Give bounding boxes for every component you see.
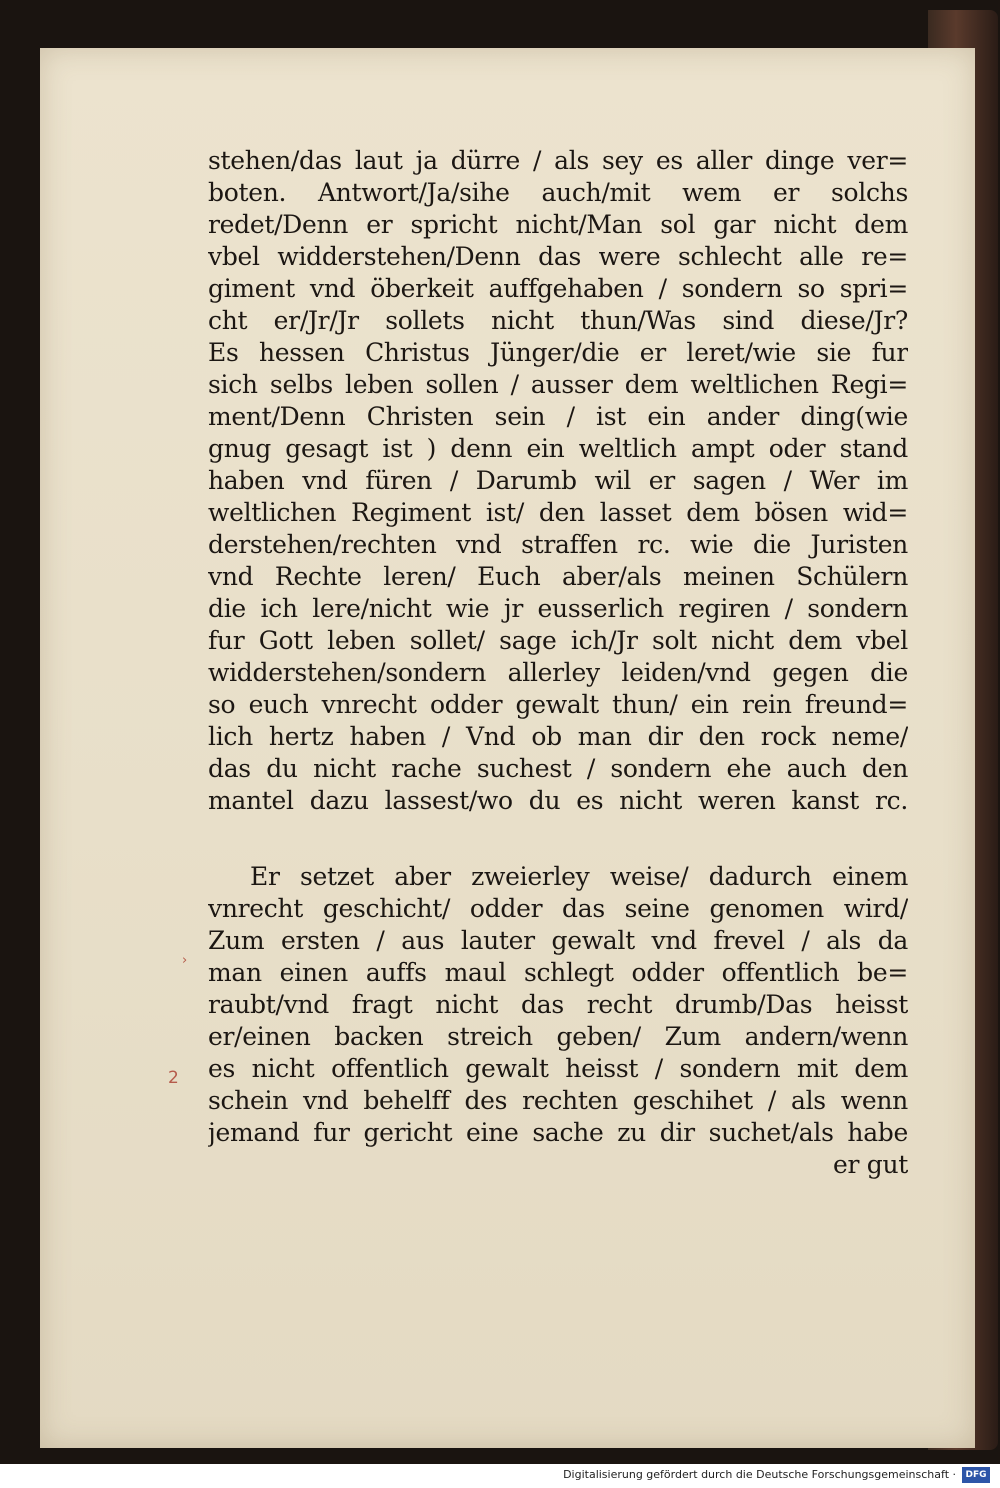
- catchword: er gut: [832, 1150, 908, 1179]
- dfg-logo: DFG: [962, 1467, 990, 1483]
- text-line: lich hertz haben / Vnd ob man dir den rock neme/: [208, 722, 908, 751]
- text-block: [208, 145, 908, 1181]
- text-line: weltlichen Regiment ist/ den lasset dem bösen wid=: [208, 498, 908, 527]
- text-line: ment/Denn Christen sein / ist ein ander ding(wie: [208, 402, 908, 431]
- text-line: so euch vnrecht odder gewalt thun/ ein rein freund=: [208, 690, 908, 719]
- text-line: giment vnd öberkeit auffgehaben / sondern so spri=: [208, 274, 908, 303]
- text-line: mantel dazu lassest/wo du es nicht weren kanst rc.: [208, 786, 908, 815]
- text-line: boten. Antwort/Ja/sihe auch/mit wem er solchs: [208, 178, 908, 207]
- margin-mark: ›: [182, 953, 188, 968]
- text-line: das du nicht rache suchest / sondern ehe auch den: [208, 754, 908, 783]
- text-line: Es hessen Christus Jünger/die er leret/wie sie fur: [208, 338, 908, 367]
- text-line: derstehen/rechten vnd straffen rc. wie die Juristen: [208, 530, 908, 559]
- text-line: vnd Rechte leren/ Euch aber/als meinen Schülern: [208, 562, 908, 591]
- text-line: stehen/das laut ja dürre / als sey es aller dinge ver=: [208, 146, 908, 175]
- text-line: gnug gesagt ist ) denn ein weltlich ampt oder stand: [208, 434, 908, 463]
- text-line: schein vnd behelff des rechten geschihet / als wenn: [208, 1086, 908, 1115]
- paragraph-2: [208, 861, 908, 1181]
- text-line: vbel widderstehen/Denn das were schlecht alle re=: [208, 242, 908, 271]
- text-line: man einen auffs maul schlegt odder offentlich be=: [208, 958, 908, 987]
- text-line: die ich lere/nicht wie jr eusserlich regiren / sondern: [208, 594, 908, 623]
- text-line: haben vnd füren / Darumb wil er sagen / Wer im: [208, 466, 908, 495]
- text-line: jemand fur gericht eine sache zu dir suchet/als habe: [208, 1118, 908, 1147]
- footer-bar: [0, 1464, 1000, 1488]
- text-line: Er setzet aber zweierley weise/ dadurch einem: [250, 862, 908, 891]
- text-line: fur Gott leben sollet/ sage ich/Jr solt nicht dem vbel: [208, 626, 908, 655]
- text-line: redet/Denn er spricht nicht/Man sol gar nicht dem: [208, 210, 908, 239]
- text-line: sich selbs leben sollen / ausser dem weltlichen Regi=: [208, 370, 908, 399]
- paragraph-1: [208, 145, 908, 817]
- text-line: es nicht offentlich gewalt heisst / sondern mit dem: [208, 1054, 908, 1083]
- funding-credit: Digitalisierung gefördert durch die Deutsche Forschungsgemeinschaft ·: [563, 1468, 956, 1481]
- text-line: vnrecht geschicht/ odder das seine genomen wird/: [208, 894, 908, 923]
- text-line: Zum ersten / aus lauter gewalt vnd frevel / als da: [208, 926, 908, 955]
- paragraph-gap: [208, 817, 908, 861]
- text-line: er/einen backen streich geben/ Zum andern/wenn: [208, 1022, 908, 1051]
- text-line: cht er/Jr/Jr sollets nicht thun/Was sind diese/Jr?: [208, 306, 908, 335]
- text-line: widderstehen/sondern allerley leiden/vnd gegen die: [208, 658, 908, 687]
- margin-number: 2: [168, 1068, 179, 1088]
- text-line: raubt/vnd fragt nicht das recht drumb/Das heisst: [208, 990, 908, 1019]
